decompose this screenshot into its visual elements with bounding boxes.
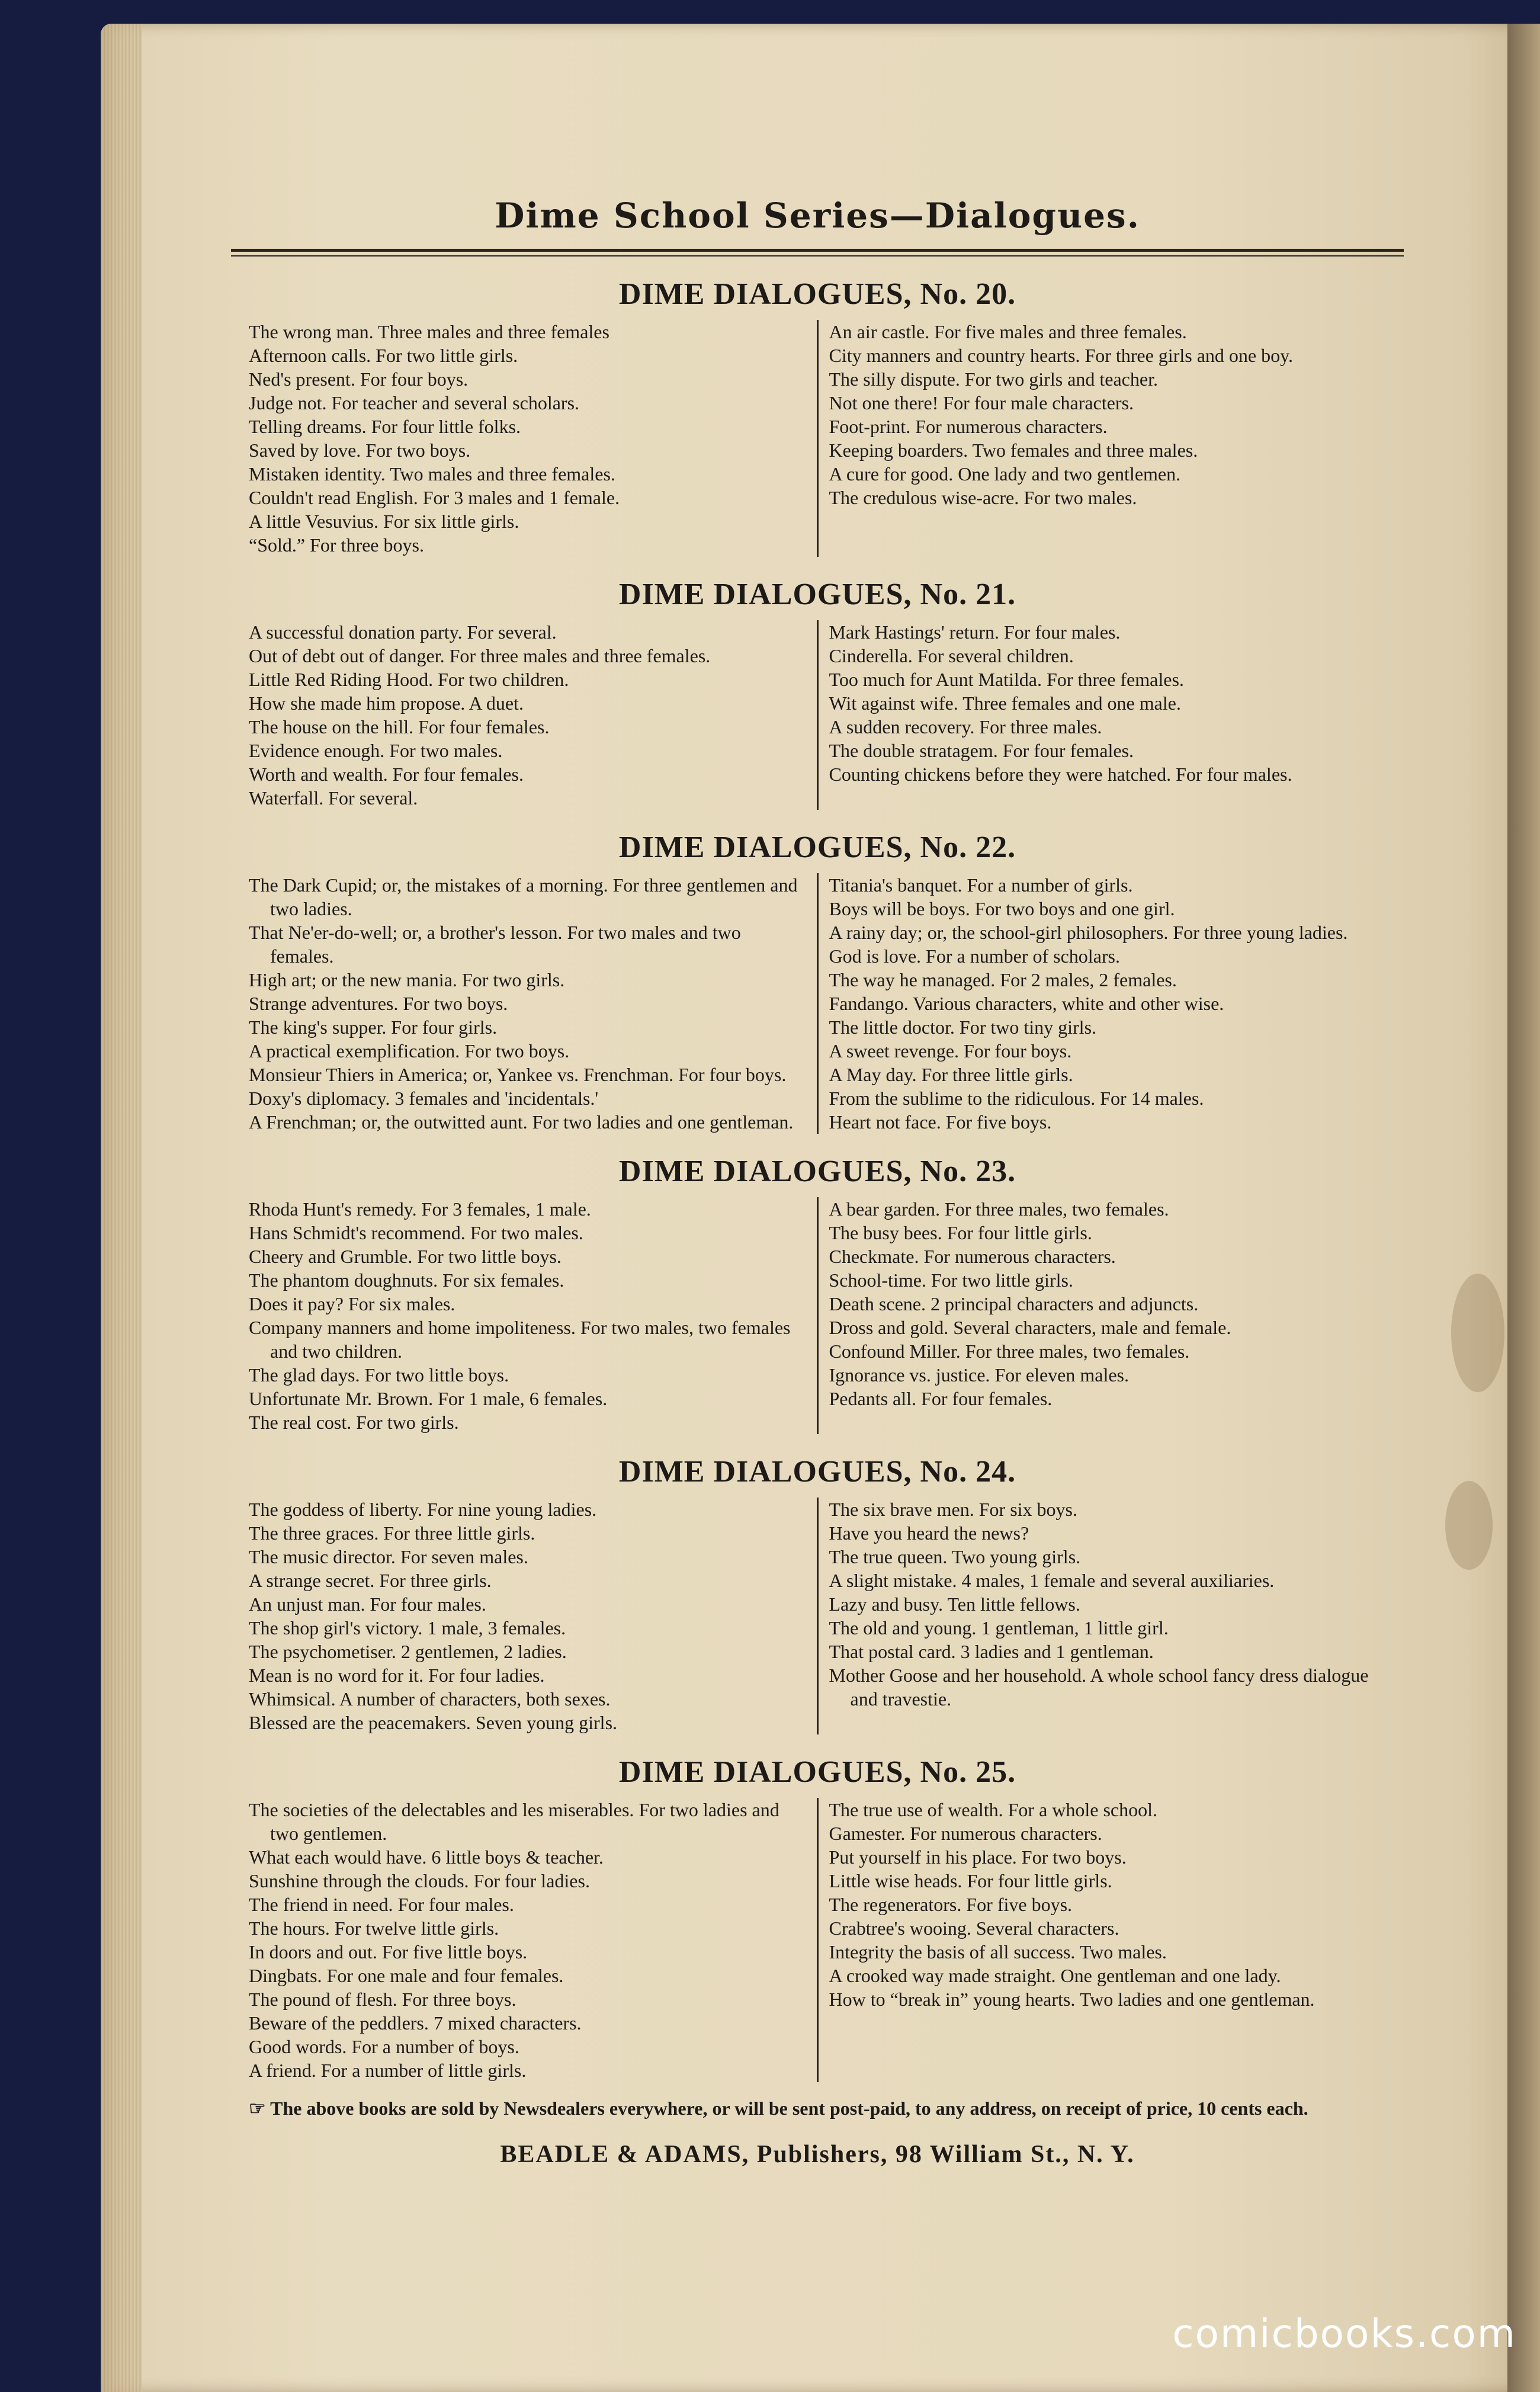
dialogue-entry: Gamester. For numerous characters. xyxy=(829,1823,1102,1844)
dialogue-section xyxy=(249,830,1386,1134)
dialogue-entry: That postal card. 3 ladies and 1 gentleman. xyxy=(829,1641,1154,1662)
dialogue-entry: Couldn't read English. For 3 males and 1 female. xyxy=(249,487,620,508)
dialogue-entry: Whimsical. A number of characters, both sexes. xyxy=(249,1688,611,1710)
dialogue-entry: An air castle. For five males and three females. xyxy=(829,321,1187,342)
section-title: DIME DIALOGUES, No. 25. xyxy=(618,1755,1016,1789)
dialogue-entry: A crooked way made straight. One gentleman and one lady. xyxy=(829,1965,1281,1986)
dialogue-section xyxy=(249,277,1386,557)
header-rule xyxy=(231,249,1404,256)
dialogue-entry: That Ne'er-do-well; or, a brother's lesson. For two males and two females. xyxy=(249,922,741,967)
dialogue-entry: Pedants all. For four females. xyxy=(829,1388,1053,1409)
dialogue-entry: Not one there! For four male characters. xyxy=(829,392,1134,413)
dialogue-entry: Counting chickens before they were hatched. For four males. xyxy=(829,764,1292,785)
right-column xyxy=(817,320,1387,557)
dialogue-entry: A strange secret. For three girls. xyxy=(249,1570,492,1591)
dialogue-entry: The psychometiser. 2 gentlemen, 2 ladies. xyxy=(249,1641,567,1662)
dialogue-entry: Waterfall. For several. xyxy=(249,787,418,809)
dialogue-entry: A practical exemplification. For two boys. xyxy=(249,1040,570,1062)
dialogue-sections xyxy=(249,277,1386,2082)
dialogue-entry: A rainy day; or, the school-girl philosophers. For three young ladies. xyxy=(829,922,1348,943)
dialogue-entry: Hans Schmidt's recommend. For two males. xyxy=(249,1222,583,1243)
dialogue-entry: Little wise heads. For four little girls. xyxy=(829,1870,1112,1891)
left-column xyxy=(249,1498,817,1734)
section-title: DIME DIALOGUES, No. 22. xyxy=(618,831,1016,864)
dialogue-entry: The real cost. For two girls. xyxy=(249,1412,459,1433)
dialogue-entry: Out of debt out of danger. For three males and three females. xyxy=(249,645,711,666)
dialogue-entry: Foot-print. For numerous characters. xyxy=(829,416,1108,437)
dialogue-entry: Good words. For a number of boys. xyxy=(249,2036,519,2057)
dialogue-entry: The music director. For seven males. xyxy=(249,1546,528,1567)
left-column xyxy=(249,1197,817,1434)
dialogue-entry: Evidence enough. For two males. xyxy=(249,740,503,761)
dialogue-entry: A slight mistake. 4 males, 1 female and several auxiliaries. xyxy=(829,1570,1275,1591)
footer-note: ☞ The above books are sold by Newsdealers everywhere, or will be sent post-paid, to any address, on receipt of price, 10 cents each. xyxy=(249,2098,1308,2119)
dialogue-entry: The three graces. For three little girls. xyxy=(249,1522,535,1544)
dialogue-entry: In doors and out. For five little boys. xyxy=(249,1941,528,1963)
facing-page-edge xyxy=(1507,24,1540,2392)
dialogue-entry: The phantom doughnuts. For six females. xyxy=(249,1269,564,1291)
dialogue-entry: The hours. For twelve little girls. xyxy=(249,1918,499,1939)
dialogue-entry: From the sublime to the ridiculous. For 14 males. xyxy=(829,1088,1204,1109)
dialogue-entry: Mean is no word for it. For four ladies. xyxy=(249,1665,545,1686)
dialogue-entry: How she made him propose. A duet. xyxy=(249,692,524,714)
dialogue-entry: Beware of the peddlers. 7 mixed characters. xyxy=(249,2012,582,2034)
dialogue-entry: Lazy and busy. Ten little fellows. xyxy=(829,1593,1080,1615)
dialogue-entry: Dross and gold. Several characters, male and female. xyxy=(829,1317,1231,1338)
section-title: DIME DIALOGUES, No. 20. xyxy=(618,277,1016,311)
dialogue-entry: The six brave men. For six boys. xyxy=(829,1499,1077,1520)
dialogue-entry: The old and young. 1 gentleman, 1 little girl. xyxy=(829,1617,1169,1639)
page-content xyxy=(249,195,1386,2169)
dialogue-entry: Mother Goose and her household. A whole school fancy dress dialogue and travestie. xyxy=(829,1665,1369,1710)
dialogue-entry: The king's supper. For four girls. xyxy=(249,1017,498,1038)
dialogue-entry: A successful donation party. For several. xyxy=(249,621,557,643)
dialogue-entry: Too much for Aunt Matilda. For three females. xyxy=(829,669,1184,690)
section-columns xyxy=(249,1798,1386,2082)
page-edges xyxy=(101,24,142,2392)
dialogue-entry: Afternoon calls. For two little girls. xyxy=(249,345,518,366)
dialogue-entry: Mistaken identity. Two males and three females. xyxy=(249,463,615,485)
section-columns xyxy=(249,873,1386,1134)
section-columns xyxy=(249,320,1386,557)
dialogue-entry: A friend. For a number of little girls. xyxy=(249,2060,527,2081)
dialogue-entry: Death scene. 2 principal characters and adjuncts. xyxy=(829,1293,1199,1314)
dialogue-entry: The friend in need. For four males. xyxy=(249,1894,514,1915)
paper-stain xyxy=(1445,1481,1493,1570)
dialogue-entry: The Dark Cupid; or, the mistakes of a morning. For three gentlemen and two ladies. xyxy=(249,874,798,919)
dialogue-entry: Does it pay? For six males. xyxy=(249,1293,455,1314)
dialogue-entry: City manners and country hearts. For three girls and one boy. xyxy=(829,345,1294,366)
section-title: DIME DIALOGUES, No. 21. xyxy=(618,578,1016,611)
dialogue-entry: Confound Miller. For three males, two females. xyxy=(829,1341,1190,1362)
dialogue-entry: Little Red Riding Hood. For two children. xyxy=(249,669,569,690)
dialogue-entry: A little Vesuvius. For six little girls. xyxy=(249,511,519,532)
left-column xyxy=(249,320,817,557)
dialogue-entry: How to “break in” young hearts. Two ladies and one gentleman. xyxy=(829,1989,1315,2010)
left-column xyxy=(249,873,817,1134)
right-column xyxy=(817,1197,1387,1434)
dialogue-entry: Titania's banquet. For a number of girls. xyxy=(829,874,1133,896)
dialogue-entry: The regenerators. For five boys. xyxy=(829,1894,1073,1915)
dialogue-entry: Rhoda Hunt's remedy. For 3 females, 1 male. xyxy=(249,1198,591,1220)
left-column xyxy=(249,1798,817,2082)
right-column xyxy=(817,1498,1387,1734)
section-columns xyxy=(249,1498,1386,1734)
dialogue-entry: The shop girl's victory. 1 male, 3 females. xyxy=(249,1617,566,1639)
watermark: comicbooks.com xyxy=(1172,2311,1516,2356)
dialogue-entry: A bear garden. For three males, two females. xyxy=(829,1198,1169,1220)
series-header: Dime School Series—Dialogues. xyxy=(495,195,1140,236)
dialogue-entry: Sunshine through the clouds. For four ladies. xyxy=(249,1870,590,1891)
dialogue-entry: Worth and wealth. For four females. xyxy=(249,764,524,785)
dialogue-entry: Cinderella. For several children. xyxy=(829,645,1074,666)
dialogue-section xyxy=(249,1454,1386,1734)
dialogue-entry: Ignorance vs. justice. For eleven males. xyxy=(829,1364,1129,1386)
dialogue-entry: Mark Hastings' return. For four males. xyxy=(829,621,1121,643)
dialogue-entry: Checkmate. For numerous characters. xyxy=(829,1246,1116,1267)
dialogue-entry: The house on the hill. For four females. xyxy=(249,716,550,738)
dialogue-entry: Boys will be boys. For two boys and one girl. xyxy=(829,898,1175,919)
dialogue-entry: A May day. For three little girls. xyxy=(829,1064,1073,1085)
dialogue-entry: The double stratagem. For four females. xyxy=(829,740,1134,761)
dialogue-section xyxy=(249,1755,1386,2082)
dialogue-entry: The pound of flesh. For three boys. xyxy=(249,1989,516,2010)
dialogue-entry: Have you heard the news? xyxy=(829,1522,1029,1544)
dialogue-entry: An unjust man. For four males. xyxy=(249,1593,486,1615)
dialogue-entry: Cheery and Grumble. For two little boys. xyxy=(249,1246,562,1267)
dialogue-entry: The silly dispute. For two girls and teacher. xyxy=(829,368,1158,390)
dialogue-entry: Telling dreams. For four little folks. xyxy=(249,416,521,437)
dialogue-entry: Saved by love. For two boys. xyxy=(249,440,471,461)
dialogue-entry: What each would have. 6 little boys & teacher. xyxy=(249,1846,604,1868)
dialogue-entry: The societies of the delectables and les miserables. For two ladies and two gentlemen. xyxy=(249,1799,779,1844)
dialogue-entry: A sudden recovery. For three males. xyxy=(829,716,1102,738)
dialogue-entry: Ned's present. For four boys. xyxy=(249,368,469,390)
dialogue-entry: School-time. For two little girls. xyxy=(829,1269,1073,1291)
dialogue-entry: Heart not face. For five boys. xyxy=(829,1111,1052,1133)
dialogue-entry: God is love. For a number of scholars. xyxy=(829,945,1120,967)
dialogue-entry: Judge not. For teacher and several scholars. xyxy=(249,392,580,413)
dialogue-section xyxy=(249,1154,1386,1434)
dialogue-entry: Crabtree's wooing. Several characters. xyxy=(829,1918,1119,1939)
dialogue-entry: Fandango. Various characters, white and other wise. xyxy=(829,993,1224,1014)
dialogue-entry: A sweet revenge. For four boys. xyxy=(829,1040,1072,1062)
section-title: DIME DIALOGUES, No. 23. xyxy=(618,1155,1016,1188)
right-column xyxy=(817,1798,1387,2082)
dialogue-entry: Doxy's diplomacy. 3 females and 'incidentals.' xyxy=(249,1088,599,1109)
dialogue-entry: The wrong man. Three males and three females xyxy=(249,321,609,342)
dialogue-entry: Keeping boarders. Two females and three males. xyxy=(829,440,1198,461)
dialogue-section xyxy=(249,577,1386,810)
dialogue-entry: The way he managed. For 2 males, 2 females. xyxy=(829,969,1177,990)
dialogue-entry: The true use of wealth. For a whole school. xyxy=(829,1799,1158,1820)
dialogue-entry: Integrity the basis of all success. Two males. xyxy=(829,1941,1167,1963)
dialogue-entry: A cure for good. One lady and two gentlemen. xyxy=(829,463,1181,485)
dialogue-entry: The goddess of liberty. For nine young ladies. xyxy=(249,1499,597,1520)
dialogue-entry: Wit against wife. Three females and one male. xyxy=(829,692,1181,714)
publisher-line: BEADLE & ADAMS, Publishers, 98 William St., N. Y. xyxy=(500,2141,1135,2168)
dialogue-entry: Company manners and home impoliteness. For two males, two females and two children. xyxy=(249,1317,791,1362)
dialogue-entry: Monsieur Thiers in America; or, Yankee vs. Frenchman. For four boys. xyxy=(249,1064,787,1085)
dialogue-entry: The credulous wise-acre. For two males. xyxy=(829,487,1137,508)
paper-stain xyxy=(1451,1274,1504,1392)
right-column xyxy=(817,873,1387,1134)
dialogue-entry: High art; or the new mania. For two girls. xyxy=(249,969,565,990)
section-title: DIME DIALOGUES, No. 24. xyxy=(618,1455,1016,1489)
dialogue-entry: The glad days. For two little boys. xyxy=(249,1364,509,1386)
dialogue-entry: The true queen. Two young girls. xyxy=(829,1546,1081,1567)
dialogue-entry: The little doctor. For two tiny girls. xyxy=(829,1017,1097,1038)
right-column xyxy=(817,620,1387,810)
dialogue-entry: Strange adventures. For two boys. xyxy=(249,993,508,1014)
dialogue-entry: Unfortunate Mr. Brown. For 1 male, 6 females. xyxy=(249,1388,608,1409)
dialogue-entry: Blessed are the peacemakers. Seven young girls. xyxy=(249,1712,618,1733)
left-column xyxy=(249,620,817,810)
dialogue-entry: Dingbats. For one male and four females. xyxy=(249,1965,564,1986)
dialogue-entry: “Sold.” For three boys. xyxy=(249,534,424,556)
dialogue-entry: A Frenchman; or, the outwitted aunt. For two ladies and one gentleman. xyxy=(249,1111,794,1133)
dialogue-entry: The busy bees. For four little girls. xyxy=(829,1222,1092,1243)
dialogue-entry: Put yourself in his place. For two boys. xyxy=(829,1846,1127,1868)
section-columns xyxy=(249,1197,1386,1434)
section-columns xyxy=(249,620,1386,810)
